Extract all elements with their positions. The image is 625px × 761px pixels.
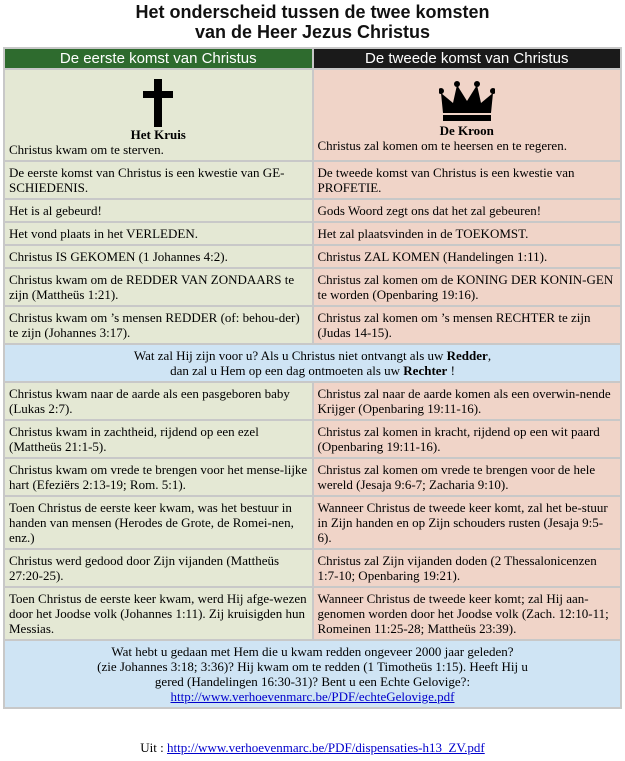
header-row [5,49,620,68]
comparison-row [5,383,620,419]
row-1-left: De eerste komst van Christus is een kwestie van GE-SCHIEDENIS. [5,162,312,198]
title-line-1: Het onderscheid tussen de twee komsten [135,2,490,22]
comparison-row [5,421,620,457]
row-b4-right: Christus zal Zijn vijanden doden (2 Thessalonicenzen 1:7-10; Openbaring 19:21). [314,550,621,586]
comparison-row [5,223,620,244]
comparison-row [5,246,620,267]
row-b2-left: Christus kwam om vrede te brengen voor het mense-lijke hart (Efeziërs 2:13-19; Rom. 5:1). [5,459,312,495]
row-1-right: De tweede komst van Christus is een kwestie van PROFETIE. [314,162,621,198]
row-b5-left: Toen Christus de eerste keer kwam, werd Hij afge-wezen door het Joodse volk (Johannes 1:11). Zij kruisigden hun Messias. [5,588,312,639]
row-5-left: Christus kwam om de REDDER VAN ZONDAARS te zijn (Mattheüs 1:21). [5,269,312,305]
row-b0-right: Christus zal naar de aarde komen als een overwin-nende Krijger (Openbaring 19:11-16). [314,383,621,419]
comparison-row [5,269,620,305]
question-cell [5,345,620,381]
header-second-coming: De tweede komst van Christus [314,49,621,68]
row-b5-right: Wanneer Christus de tweede keer komt; zal Hij aan-genomen worden door het Joodse volk (Zach. 12:10-11; Romeinen 11:25-28; Mattheüs 23:39). [314,588,621,639]
crown-label: De Kroon [439,123,494,138]
echte-gelovige-link[interactable]: http://www.verhoevenmarc.be/PDF/echteGelovige.pdf [170,689,455,704]
question-line-1: Wat zal Hij zijn voor u? Als u Christus niet ontvangt als uw [133,348,444,363]
comparison-row [5,200,620,221]
question-line-2-end: ! [447,363,455,378]
row-b3-right: Wanneer Christus de tweede keer komt, zal het be-stuur in Zijn handen en op Zijn schouders rusten (Jesaja 9:5-6). [314,497,621,548]
row-b1-right: Christus zal komen in kracht, rijdend op een wit paard (Openbaring 19:11-16). [314,421,621,457]
header-first-coming: De eerste komst van Christus [5,49,312,68]
crown-icon [439,79,495,123]
cross-cell [5,70,312,160]
crown-cell [314,70,621,160]
row-b1-left: Christus kwam in zachtheid, rijdend op een ezel (Mattheüs 21:1-5). [5,421,312,457]
row-5-right: Christus zal komen om de KONING DER KONIN-GEN te worden (Openbaring 19:16). [314,269,621,305]
comparison-row [5,307,620,343]
title-line-2: van de Heer Jezus Christus [194,22,431,42]
closing-line-2: (zie Johannes 3:18; 3:36)? Hij kwam om te redden (1 Timotheüs 1:15). Heeft Hij u [97,659,528,674]
comparison-row [5,459,620,495]
question-row [5,345,620,381]
row-0-right: Christus zal komen om te heersen en te regeren. [317,138,567,153]
row-2-left: Het is al gebeurd! [5,200,312,221]
closing-line-1: Wat hebt u gedaan met Hem die u kwam redden ongeveer 2000 jaar geleden? [111,644,514,659]
source-line [0,740,625,756]
source-prefix: Uit : [140,740,167,755]
row-4-right: Christus ZAL KOMEN (Handelingen 1:11). [314,246,621,267]
comparison-table [3,47,622,709]
symbol-row [5,70,620,160]
closing-question-row [5,641,620,707]
page-title [0,2,625,44]
row-4-left: Christus IS GEKOMEN (1 Johannes 4:2). [5,246,312,267]
row-0-left: Christus kwam om te sterven. [9,142,164,157]
cross-icon [143,79,173,127]
comparison-row [5,162,620,198]
row-b4-left: Christus werd gedood door Zijn vijanden (Mattheüs 27:20-25). [5,550,312,586]
row-3-right: Het zal plaatsvinden in de TOEKOMST. [314,223,621,244]
closing-question-cell [5,641,620,707]
row-6-left: Christus kwam om ’s mensen REDDER (of: behou-der) te zijn (Johannes 3:17). [5,307,312,343]
row-3-left: Het vond plaats in het VERLEDEN. [5,223,312,244]
row-b3-left: Toen Christus de eerste keer kwam, was het bestuur in handen van mensen (Herodes de Grote, de Romei-nen, enz.) [5,497,312,548]
comparison-row [5,588,620,639]
cross-label: Het Kruis [130,127,186,142]
question-line-2: dan zal u Hem op een dag ontmoeten als uw [170,363,401,378]
comparison-row [5,550,620,586]
row-2-right: Gods Woord zegt ons dat het zal gebeuren! [314,200,621,221]
source-link[interactable]: http://www.verhoevenmarc.be/PDF/dispensaties-h13_ZV.pdf [167,740,485,755]
comparison-row [5,497,620,548]
row-b2-right: Christus zal komen om vrede te brengen voor de hele wereld (Jesaja 9:6-7; Zacharia 9:10). [314,459,621,495]
rechter-word: Rechter [403,363,448,378]
row-6-right: Christus zal komen om ’s mensen RECHTER te zijn (Judas 14-15). [314,307,621,343]
row-b0-left: Christus kwam naar de aarde als een pasgeboren baby (Lukas 2:7). [5,383,312,419]
closing-line-3: gered (Handelingen 16:30-31)? Bent u een Echte Gelovige?: [154,674,471,689]
question-line-1-end: , [487,348,492,363]
redder-word: Redder [446,348,488,363]
